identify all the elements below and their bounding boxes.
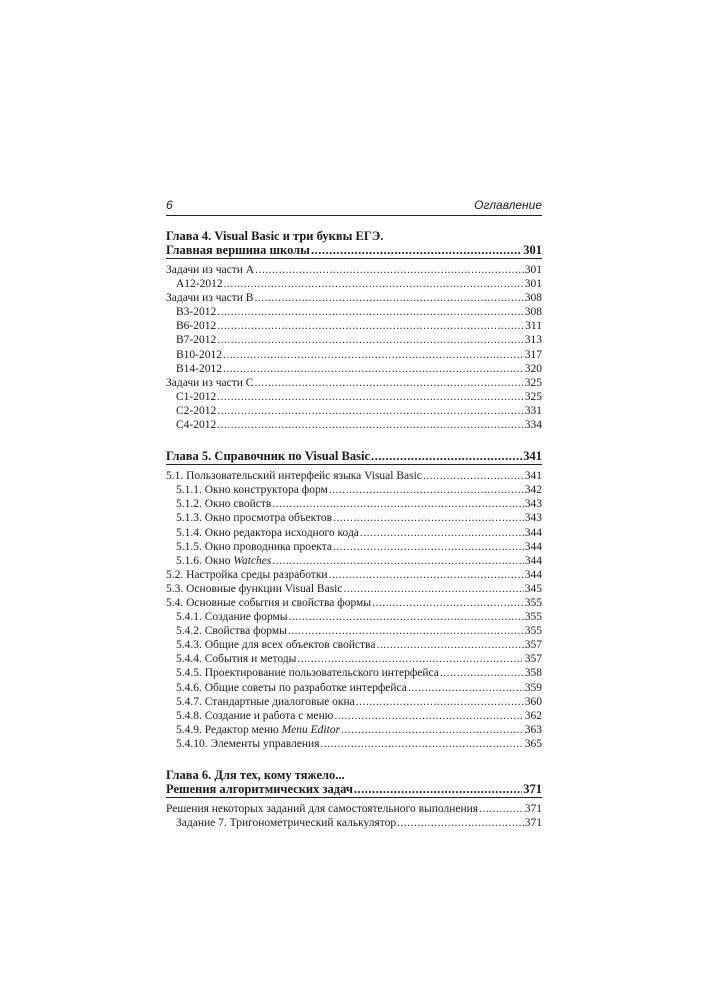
- chapter-section: [166, 449, 542, 751]
- dot-leader: [397, 816, 524, 830]
- table-of-contents: [166, 229, 542, 830]
- toc-entry-label: Задание 7. Тригонометрический калькулятор: [176, 817, 397, 830]
- toc-entry-label: Задачи из части C: [166, 376, 254, 389]
- toc-entry-label: C2-2012: [176, 404, 217, 417]
- toc-entry-label: 5.4.9. Редактор меню Menu Editor: [176, 723, 341, 736]
- toc-page-number: 342: [524, 484, 542, 497]
- toc-page-number: 341: [523, 449, 542, 464]
- toc-entry-label: 5.1.1. Окно конструктора форм: [176, 484, 328, 497]
- toc-entry-label: 5.4.5. Проектирование пользовательского интерфейса: [176, 667, 439, 680]
- toc-page-number: 355: [524, 596, 542, 609]
- toc-entry[interactable]: [166, 540, 542, 554]
- toc-entry-label: A12-2012: [176, 278, 223, 291]
- toc-page: [166, 196, 542, 830]
- toc-entry[interactable]: [166, 390, 542, 404]
- toc-entry[interactable]: [166, 291, 542, 305]
- dot-leader: [254, 291, 523, 305]
- toc-entry[interactable]: [166, 404, 542, 418]
- toc-entry-label: 5.1.5. Окно проводника проекта: [176, 540, 333, 553]
- dot-leader: [408, 681, 524, 695]
- toc-page-number: 344: [524, 526, 542, 539]
- toc-page-number: 334: [524, 419, 542, 432]
- toc-page-number: 341: [524, 470, 542, 483]
- chapter-heading[interactable]: [166, 229, 542, 259]
- toc-page-number: 344: [524, 540, 542, 553]
- toc-page-number: 308: [524, 292, 542, 305]
- toc-page-number: 343: [524, 512, 542, 525]
- toc-entry[interactable]: [166, 483, 542, 497]
- toc-entry[interactable]: [166, 624, 542, 638]
- toc-entry-label: Глава 5. Справочник по Visual Basic: [166, 449, 370, 464]
- toc-entry[interactable]: [166, 333, 542, 347]
- toc-page-number: 371: [523, 782, 542, 796]
- toc-entry[interactable]: [166, 319, 542, 333]
- toc-entry-label: 5.4.1. Создание формы: [176, 611, 288, 624]
- dot-leader: [272, 554, 523, 568]
- dot-leader: [371, 449, 522, 463]
- toc-entry[interactable]: [166, 681, 542, 695]
- toc-page-number: 313: [524, 334, 542, 347]
- dot-leader: [217, 418, 524, 432]
- toc-entry[interactable]: [166, 263, 542, 277]
- dot-leader: [343, 582, 523, 596]
- page-number: 6: [166, 198, 173, 212]
- dot-leader: [223, 362, 524, 376]
- dot-leader: [217, 319, 524, 333]
- toc-entry[interactable]: [166, 709, 542, 723]
- dot-leader: [272, 497, 523, 511]
- toc-page-number: 371: [524, 817, 542, 830]
- toc-entry[interactable]: [166, 526, 542, 540]
- toc-entry[interactable]: [166, 652, 542, 666]
- dot-leader: [217, 333, 524, 347]
- dot-leader: [255, 263, 524, 277]
- toc-page-number: 301: [523, 243, 542, 257]
- toc-entry-label: 5.4.4. События и методы: [176, 653, 297, 666]
- dot-leader: [376, 638, 523, 652]
- toc-entry-label: Решения некоторых заданий для самостоятельного выполнения: [166, 803, 479, 815]
- dot-leader: [440, 666, 524, 680]
- toc-entry-label: 5.1.2. Окно свойств: [176, 498, 272, 511]
- toc-entry[interactable]: [166, 469, 542, 483]
- toc-entry-label: C1-2012: [176, 390, 217, 403]
- toc-page-number: 325: [524, 390, 542, 403]
- dot-leader: [254, 376, 523, 390]
- toc-page-number: 359: [524, 681, 542, 694]
- dot-leader: [223, 348, 524, 362]
- dot-leader: [334, 709, 523, 723]
- chapter-title-row[interactable]: [166, 782, 542, 796]
- toc-page-number: 344: [524, 554, 542, 567]
- dot-leader: [333, 540, 524, 554]
- toc-entry[interactable]: [166, 418, 542, 432]
- toc-entry-label-italic: Menu Editor: [281, 723, 341, 736]
- toc-page-number: 357: [524, 639, 542, 652]
- toc-entry[interactable]: [166, 666, 542, 680]
- toc-entry-label: 5.4. Основные события и свойства формы: [166, 596, 372, 609]
- chapter-title-row[interactable]: [166, 449, 542, 463]
- dot-leader: [333, 511, 524, 525]
- toc-entry[interactable]: [166, 554, 542, 568]
- chapter-heading[interactable]: [166, 449, 542, 465]
- toc-page-number: 358: [524, 667, 542, 680]
- dot-leader: [354, 782, 522, 796]
- dot-leader: [423, 469, 524, 483]
- toc-entry-label: 5.4.7. Стандартные диалоговые окна: [176, 695, 355, 708]
- toc-entry-label: B7-2012: [176, 334, 217, 347]
- toc-page-number: 301: [524, 264, 542, 276]
- toc-entry[interactable]: [166, 802, 542, 816]
- toc-entry-label: B10-2012: [176, 348, 222, 361]
- dot-leader: [329, 483, 524, 497]
- toc-entry[interactable]: [166, 362, 542, 376]
- running-header: [166, 196, 542, 216]
- toc-entry[interactable]: [166, 638, 542, 652]
- dot-leader: [217, 305, 524, 319]
- toc-entry-label: 5.1. Пользовательский интерфейс языка Visual Basic: [166, 470, 422, 483]
- toc-page-number: 344: [524, 568, 542, 581]
- toc-page-number: 371: [524, 803, 542, 815]
- toc-entry[interactable]: [166, 582, 542, 596]
- dot-leader: [479, 802, 524, 816]
- toc-page-number: 320: [524, 362, 542, 375]
- toc-entry[interactable]: [166, 305, 542, 319]
- dot-leader: [320, 737, 523, 751]
- toc-entry[interactable]: [166, 348, 542, 362]
- chapter-heading[interactable]: [166, 768, 542, 798]
- toc-entry[interactable]: [166, 511, 542, 525]
- chapter-title-line: Глава 6. Для тех, кому тяжело...: [166, 768, 345, 782]
- toc-page-number: 308: [524, 306, 542, 319]
- dot-leader: [341, 723, 524, 737]
- toc-entry-label: 5.1.6. Окно Watches: [176, 554, 272, 567]
- toc-entry-label: 5.2. Настройка среды разработки: [166, 568, 328, 581]
- toc-page-number: 357: [524, 653, 542, 666]
- dot-leader: [288, 624, 524, 638]
- toc-entry-label: Решения алгоритмических задач: [166, 782, 353, 796]
- toc-entry-label: B3-2012: [176, 306, 217, 319]
- toc-entry[interactable]: [166, 568, 542, 582]
- toc-entry-label: 5.4.8. Создание и работа с меню: [176, 709, 334, 722]
- toc-page-number: 331: [524, 404, 542, 417]
- dot-leader: [297, 652, 523, 666]
- toc-entry[interactable]: [166, 497, 542, 511]
- toc-entry-label: 5.1.3. Окно просмотра объектов: [176, 512, 333, 525]
- dot-leader: [217, 404, 524, 418]
- toc-entry[interactable]: [166, 816, 542, 830]
- toc-entry[interactable]: [166, 723, 542, 737]
- toc-page-number: 345: [524, 582, 542, 595]
- toc-entry-label: B14-2012: [176, 362, 222, 375]
- toc-page-number: 355: [524, 611, 542, 624]
- toc-entry-label: 5.1.4. Окно редактора исходного кода: [176, 526, 359, 539]
- toc-entry-label-italic: Watches: [233, 554, 272, 567]
- dot-leader: [311, 243, 522, 257]
- toc-entry[interactable]: [166, 695, 542, 709]
- toc-page-number: 317: [524, 348, 542, 361]
- chapter-title-line: Глава 4. Visual Basic и три буквы ЕГЭ.: [166, 229, 384, 243]
- dot-leader: [356, 695, 524, 709]
- dot-leader: [217, 390, 524, 404]
- toc-entry-label: Задачи из части A: [166, 264, 255, 276]
- toc-entry[interactable]: [166, 277, 542, 291]
- toc-entry[interactable]: [166, 610, 542, 624]
- toc-entry-label: Задачи из части B: [166, 292, 254, 305]
- dot-leader: [360, 526, 524, 540]
- chapter-section: [166, 768, 542, 830]
- toc-entry-label: B6-2012: [176, 320, 217, 333]
- toc-page-number: 365: [524, 737, 542, 750]
- toc-page-number: 355: [524, 625, 542, 638]
- toc-entry-label: 5.4.6. Общие советы по разработке интерфейса: [176, 681, 407, 694]
- toc-page-number: 301: [524, 278, 542, 291]
- dot-leader: [224, 277, 524, 291]
- toc-entry-label: C4-2012: [176, 419, 217, 432]
- toc-entry-label: 5.3. Основные функции Visual Basic: [166, 582, 343, 595]
- toc-page-number: 362: [524, 709, 542, 722]
- toc-page-number: 363: [524, 723, 542, 736]
- toc-entry-label: Главная вершина школы: [166, 243, 310, 257]
- toc-entry-label: 5.4.2. Свойства формы: [176, 625, 287, 638]
- toc-page-number: 360: [524, 695, 542, 708]
- chapter-section: [166, 229, 542, 432]
- toc-entry[interactable]: [166, 596, 542, 610]
- chapter-title-row[interactable]: [166, 243, 542, 257]
- toc-entry-label: 5.4.10. Элементы управления: [176, 737, 320, 750]
- toc-entry-label: 5.4.3. Общие для всех объектов свойства: [176, 639, 376, 652]
- toc-page-number: 343: [524, 498, 542, 511]
- dot-leader: [329, 568, 524, 582]
- toc-page-number: 325: [524, 376, 542, 389]
- dot-leader: [372, 596, 524, 610]
- toc-page-number: 311: [525, 320, 542, 333]
- toc-entry[interactable]: [166, 376, 542, 390]
- running-title: Оглавление: [474, 198, 542, 212]
- toc-entry[interactable]: [166, 737, 542, 751]
- dot-leader: [289, 610, 524, 624]
